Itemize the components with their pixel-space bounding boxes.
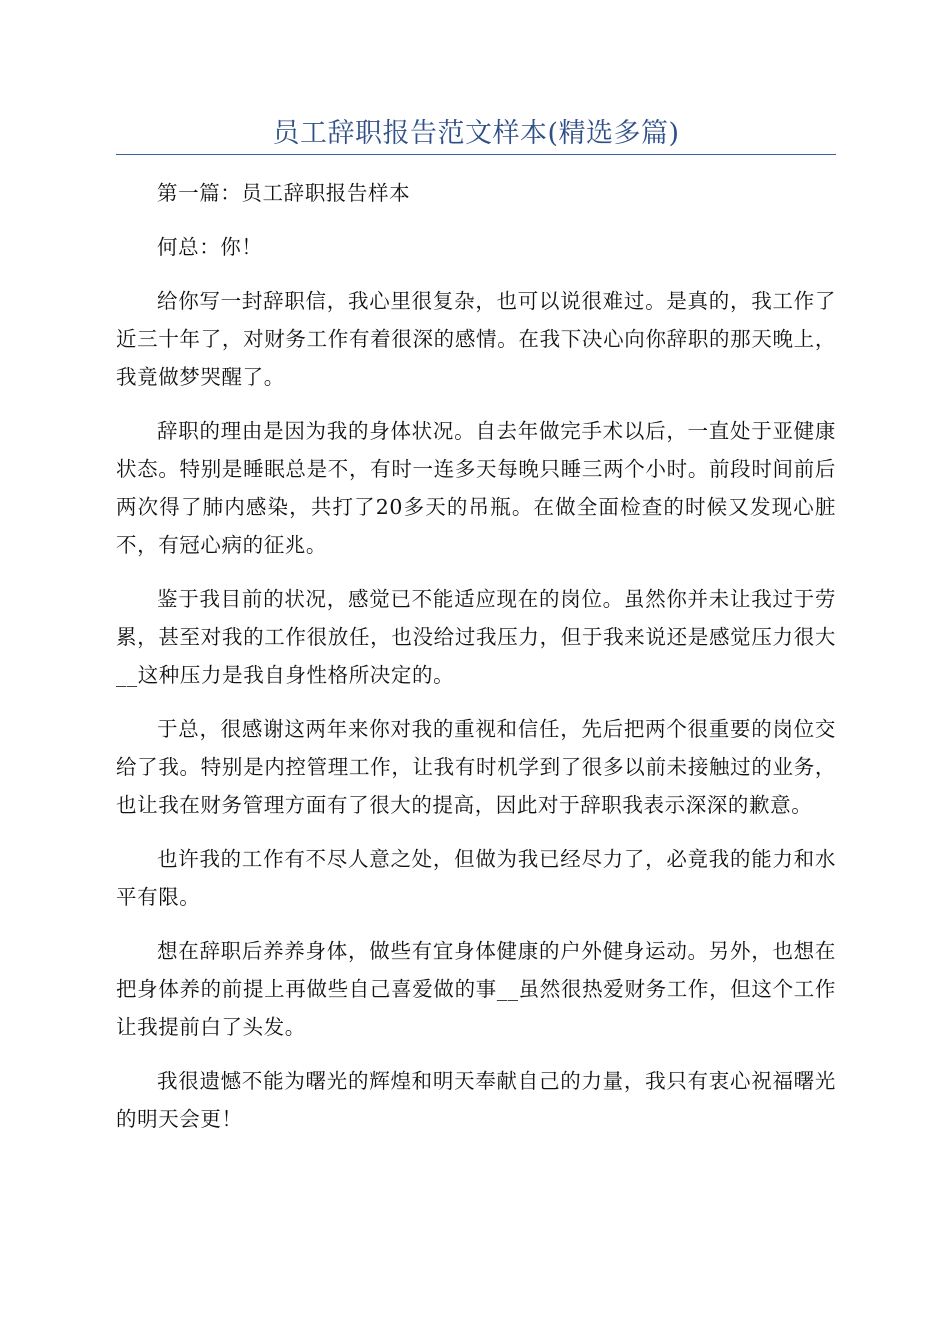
title-underline — [116, 154, 836, 155]
body-paragraph: 鉴于我目前的状况，感觉已不能适应现在的岗位。虽然你并未让我过于劳累，甚至对我的工作很放任，也没给过我压力，但于我来说还是感觉压力很大__这种压力是我自身性格所决定的。 — [116, 587, 836, 687]
body-paragraph: 辞职的理由是因为我的身体状况。自去年做完手术以后，一直处于亚健康状态。特别是睡眠总是不，有时一连多天每晚只睡三两个小时。前段时间前后两次得了肺内感染，共打了20多天的吊瓶。在做全面检查的时候又发现心脏不，有冠心病的征兆。 — [116, 419, 836, 557]
body-paragraph: 给你写一封辞职信，我心里很复杂，也可以说很难过。是真的，我工作了近三十年了，对财务工作有着很深的感情。在我下决心向你辞职的那天晚上，我竟做梦哭醒了。 — [116, 289, 836, 389]
salutation: 何总：你！ — [157, 235, 263, 259]
body-paragraph: 于总，很感谢这两年来你对我的重视和信任，先后把两个很重要的岗位交给了我。特别是内控管理工作，让我有时机学到了很多以前未接触过的业务，也让我在财务管理方面有了很大的提高，因此对于辞职我表示深深的歉意。 — [116, 717, 836, 817]
body-paragraph: 我很遗憾不能为曙光的辉煌和明天奉献自己的力量，我只有衷心祝福曙光的明天会更！ — [116, 1069, 836, 1131]
section-heading: 第一篇：员工辞职报告样本 — [157, 181, 411, 205]
document-body — [116, 174, 836, 1154]
body-paragraph: 也许我的工作有不尽人意之处，但做为我已经尽力了，必竟我的能力和水平有限。 — [116, 847, 836, 909]
body-paragraph: 想在辞职后养养身体，做些有宜身体健康的户外健身运动。另外，也想在把身体养的前提上再做些自己喜爱做的事__虽然很热爱财务工作，但这个工作让我提前白了头发。 — [116, 939, 836, 1039]
document-title: 员工辞职报告范文样本(精选多篇) — [272, 118, 680, 149]
